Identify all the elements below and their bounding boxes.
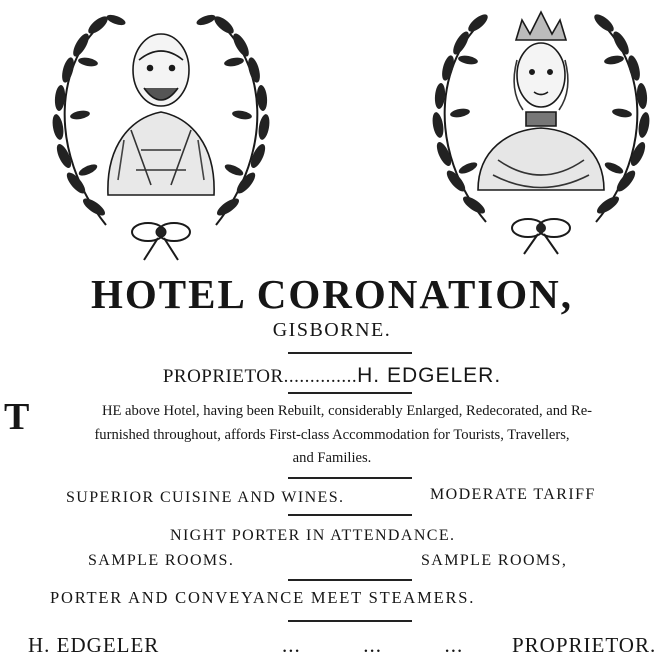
night-porter-text: NIGHT PORTER IN ATTENDANCE. — [170, 527, 456, 544]
proprietor-label: PROPRIETOR — [162, 366, 284, 387]
sample-rooms-right: SAMPLE ROOMS, — [421, 552, 568, 569]
divider — [288, 579, 412, 581]
proprietor-line — [0, 364, 664, 388]
drop-cap: T — [4, 396, 30, 438]
proprietor-leader: .............. — [283, 366, 358, 387]
queen-portrait-wreath — [418, 0, 664, 260]
description-line: HE above Hotel, having been Rebuilt, considerably Enlarged, Redecorated, and Re- — [101, 403, 593, 419]
porter-conveyance-text: PORTER AND CONVEYANCE MEET STEAMERS. — [50, 588, 476, 607]
footer-dots: ... ... ... — [282, 633, 464, 657]
proprietor-name: H. EDGELER. — [357, 364, 502, 387]
hotel-name-heading: HOTEL CORONATION, — [90, 271, 574, 317]
hotel-description — [0, 396, 664, 471]
sample-rooms-left: SAMPLE ROOMS. — [88, 552, 235, 569]
cuisine-text: SUPERIOR CUISINE AND WINES. — [66, 489, 345, 506]
divider — [288, 514, 412, 516]
description-line: and Families. — [292, 450, 372, 466]
divider — [288, 477, 412, 479]
king-portrait-wreath — [36, 0, 286, 268]
footer-name: H. EDGELER — [28, 633, 160, 657]
divider — [288, 620, 412, 622]
divider — [288, 392, 412, 394]
divider — [288, 352, 412, 354]
footer-title: PROPRIETOR. — [512, 633, 657, 657]
town-name: GISBORNE. — [272, 319, 392, 341]
description-line: furnished throughout, affords First-class Accommodation for Tourists, Travellers, — [94, 426, 570, 443]
tariff-text: MODERATE TARIFF — [430, 486, 596, 503]
